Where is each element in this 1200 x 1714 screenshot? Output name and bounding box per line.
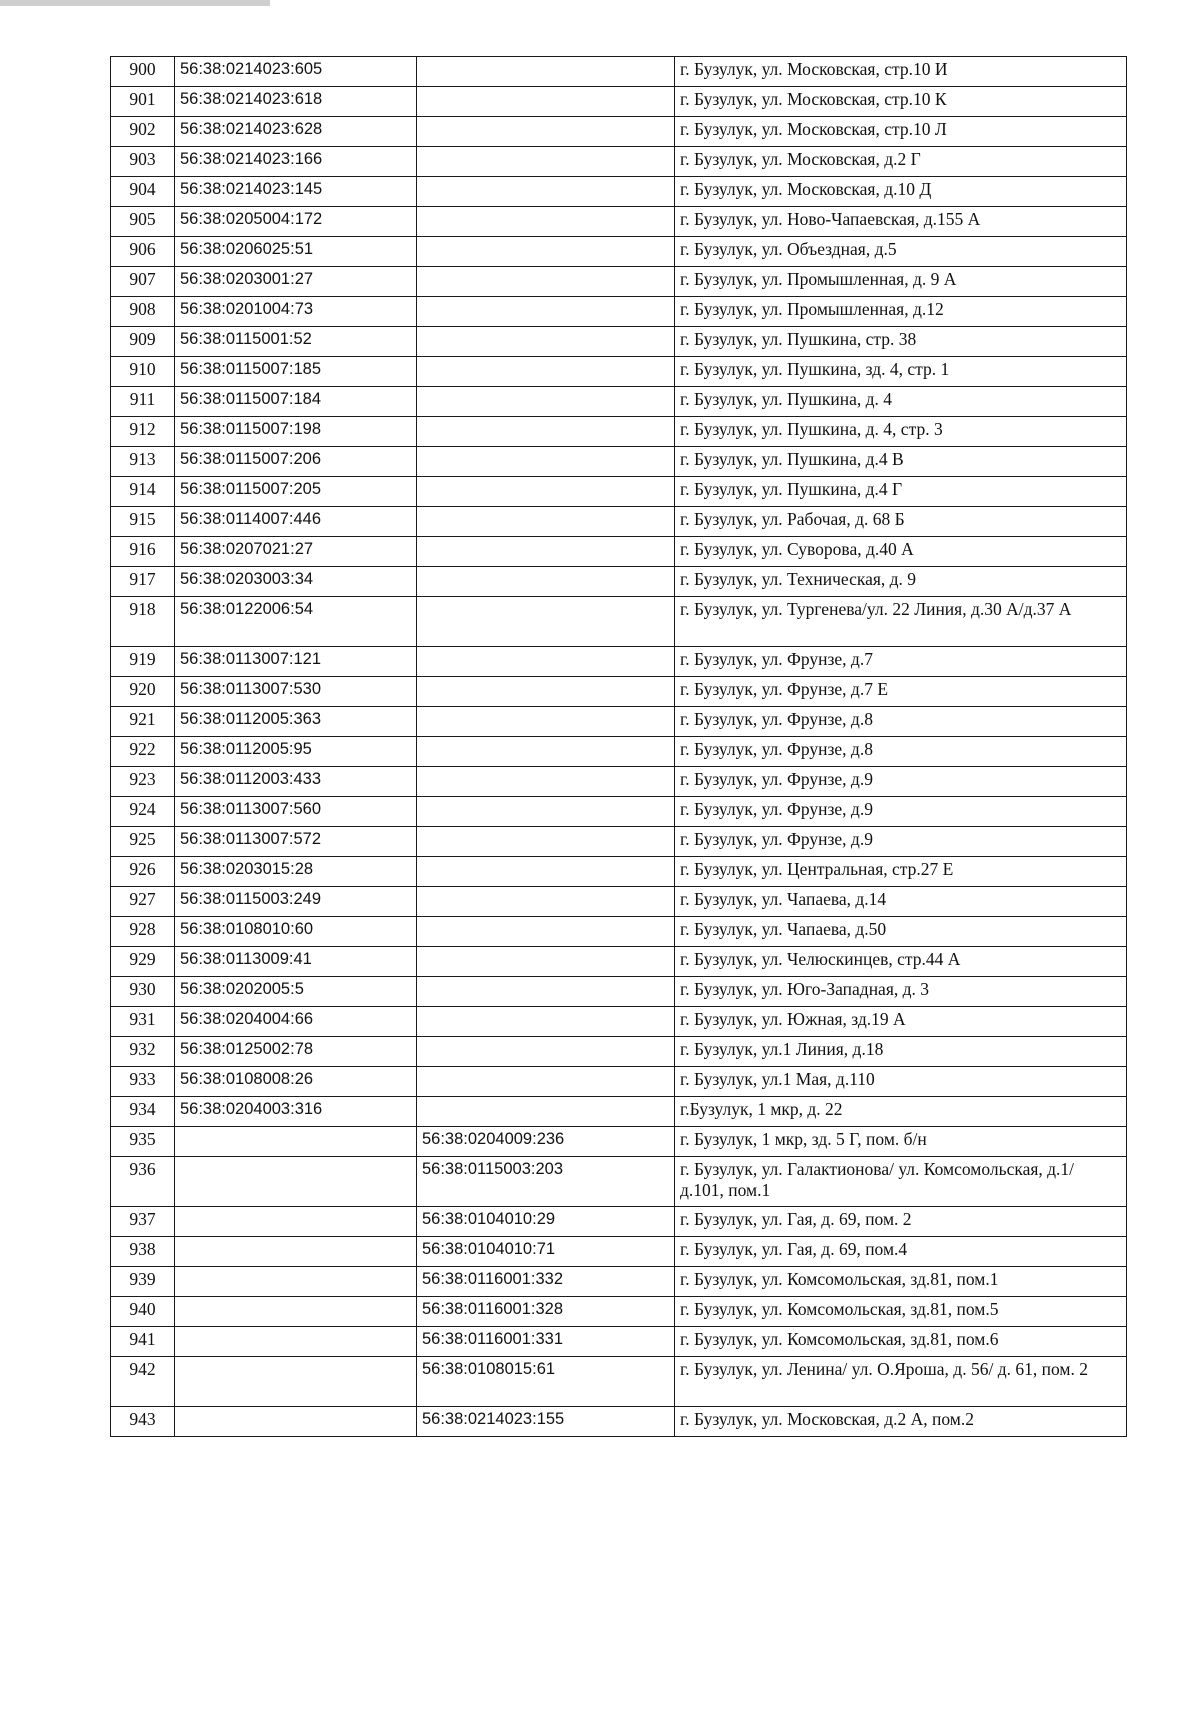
row-number-cell: 911 — [111, 387, 175, 417]
premises-cadastral-number-cell — [417, 447, 675, 477]
table-row — [111, 827, 1127, 857]
row-number-cell: 937 — [111, 1207, 175, 1237]
premises-cadastral-number-cell — [417, 297, 675, 327]
cadastral-number-cell — [175, 1267, 417, 1297]
row-number-cell: 935 — [111, 1127, 175, 1157]
table-row — [111, 207, 1127, 237]
cadastral-number-cell: 56:38:0214023:166 — [175, 147, 417, 177]
premises-cadastral-number-cell: 56:38:0116001:331 — [417, 1327, 675, 1357]
address-cell: г. Бузулук, ул. Пушкина, д. 4 — [675, 387, 1127, 417]
cadastral-number-cell: 56:38:0125002:78 — [175, 1037, 417, 1067]
address-cell: г. Бузулук, ул. Комсомольская, зд.81, пом.6 — [675, 1327, 1127, 1357]
table-row — [111, 1357, 1127, 1407]
cadastral-number-cell: 56:38:0201004:73 — [175, 297, 417, 327]
premises-cadastral-number-cell — [417, 737, 675, 767]
address-cell: г. Бузулук, ул. Рабочая, д. 68 Б — [675, 507, 1127, 537]
row-number-cell: 934 — [111, 1097, 175, 1127]
row-number-cell: 916 — [111, 537, 175, 567]
address-cell: г. Бузулук, ул. Фрунзе, д.9 — [675, 767, 1127, 797]
row-number-cell: 932 — [111, 1037, 175, 1067]
premises-cadastral-number-cell: 56:38:0104010:29 — [417, 1207, 675, 1237]
row-number-cell: 938 — [111, 1237, 175, 1267]
row-number-cell: 904 — [111, 177, 175, 207]
address-cell: г. Бузулук, ул. Московская, стр.10 Л — [675, 117, 1127, 147]
table-row — [111, 767, 1127, 797]
premises-cadastral-number-cell — [417, 207, 675, 237]
premises-cadastral-number-cell: 56:38:0104010:71 — [417, 1237, 675, 1267]
table-row — [111, 917, 1127, 947]
row-number-cell: 920 — [111, 677, 175, 707]
cadastral-number-cell: 56:38:0207021:27 — [175, 537, 417, 567]
premises-cadastral-number-cell — [417, 117, 675, 147]
premises-cadastral-number-cell — [417, 537, 675, 567]
address-cell: г. Бузулук, ул. Чапаева, д.14 — [675, 887, 1127, 917]
table-row — [111, 857, 1127, 887]
row-number-cell: 912 — [111, 417, 175, 447]
table-row — [111, 1407, 1127, 1437]
premises-cadastral-number-cell — [417, 917, 675, 947]
premises-cadastral-number-cell — [417, 267, 675, 297]
premises-cadastral-number-cell — [417, 507, 675, 537]
address-cell: г. Бузулук, ул. Гая, д. 69, пом.4 — [675, 1237, 1127, 1267]
table-row — [111, 1127, 1127, 1157]
row-number-cell: 903 — [111, 147, 175, 177]
premises-cadastral-number-cell — [417, 797, 675, 827]
row-number-cell: 921 — [111, 707, 175, 737]
row-number-cell: 915 — [111, 507, 175, 537]
table-row — [111, 117, 1127, 147]
row-number-cell: 901 — [111, 87, 175, 117]
cadastral-number-cell: 56:38:0115007:206 — [175, 447, 417, 477]
row-number-cell: 931 — [111, 1007, 175, 1037]
premises-cadastral-number-cell — [417, 677, 675, 707]
row-number-cell: 909 — [111, 327, 175, 357]
address-cell: г. Бузулук, ул. Тургенева/ул. 22 Линия, д.30 А/д.37 А — [675, 597, 1127, 647]
premises-cadastral-number-cell: 56:38:0116001:328 — [417, 1297, 675, 1327]
cadastral-number-cell: 56:38:0203003:34 — [175, 567, 417, 597]
premises-cadastral-number-cell: 56:38:0204009:236 — [417, 1127, 675, 1157]
table-row — [111, 537, 1127, 567]
row-number-cell: 907 — [111, 267, 175, 297]
table-row — [111, 1067, 1127, 1097]
table-row — [111, 737, 1127, 767]
address-cell: г. Бузулук, ул. Фрунзе, д.9 — [675, 827, 1127, 857]
address-cell: г. Бузулук, ул. Чапаева, д.50 — [675, 917, 1127, 947]
table-row — [111, 57, 1127, 87]
table-row — [111, 1297, 1127, 1327]
table-row — [111, 507, 1127, 537]
table-row — [111, 447, 1127, 477]
row-number-cell: 941 — [111, 1327, 175, 1357]
premises-cadastral-number-cell — [417, 1067, 675, 1097]
table-row — [111, 707, 1127, 737]
scan-edge-mark — [0, 0, 270, 6]
cadastral-number-cell: 56:38:0202005:5 — [175, 977, 417, 1007]
cadastral-number-cell: 56:38:0112005:363 — [175, 707, 417, 737]
premises-cadastral-number-cell — [417, 57, 675, 87]
address-cell: г. Бузулук, ул. Гая, д. 69, пом. 2 — [675, 1207, 1127, 1237]
cadastral-number-cell — [175, 1207, 417, 1237]
table-row — [111, 1157, 1127, 1207]
row-number-cell: 902 — [111, 117, 175, 147]
cadastral-number-cell: 56:38:0205004:172 — [175, 207, 417, 237]
address-cell: г. Бузулук, 1 мкр, зд. 5 Г, пом. б/н — [675, 1127, 1127, 1157]
premises-cadastral-number-cell: 56:38:0115003:203 — [417, 1157, 675, 1207]
row-number-cell: 939 — [111, 1267, 175, 1297]
table-row — [111, 387, 1127, 417]
cadastral-number-cell: 56:38:0206025:51 — [175, 237, 417, 267]
address-cell: г. Бузулук, ул. Техническая, д. 9 — [675, 567, 1127, 597]
premises-cadastral-number-cell — [417, 597, 675, 647]
premises-cadastral-number-cell — [417, 827, 675, 857]
table-row — [111, 597, 1127, 647]
cadastral-number-cell: 56:38:0114007:446 — [175, 507, 417, 537]
table-row — [111, 87, 1127, 117]
premises-cadastral-number-cell — [417, 947, 675, 977]
address-cell: г. Бузулук, ул. Московская, стр.10 И — [675, 57, 1127, 87]
table-row — [111, 267, 1127, 297]
row-number-cell: 930 — [111, 977, 175, 1007]
cadastral-number-cell: 56:38:0204003:316 — [175, 1097, 417, 1127]
cadastral-number-cell: 56:38:0113007:530 — [175, 677, 417, 707]
cadastral-number-cell: 56:38:0203015:28 — [175, 857, 417, 887]
row-number-cell: 908 — [111, 297, 175, 327]
address-cell: г. Бузулук, ул. Фрунзе, д.7 Е — [675, 677, 1127, 707]
row-number-cell: 919 — [111, 647, 175, 677]
table-row — [111, 297, 1127, 327]
table-row — [111, 237, 1127, 267]
address-cell: г. Бузулук, ул. Пушкина, стр. 38 — [675, 327, 1127, 357]
address-cell: г. Бузулук, ул. Московская, д.2 Г — [675, 147, 1127, 177]
row-number-cell: 910 — [111, 357, 175, 387]
premises-cadastral-number-cell — [417, 857, 675, 887]
cadastral-number-cell: 56:38:0115007:205 — [175, 477, 417, 507]
table-row — [111, 1327, 1127, 1357]
cadastral-number-cell: 56:38:0204004:66 — [175, 1007, 417, 1037]
address-cell: г. Бузулук, ул. Центральная, стр.27 Е — [675, 857, 1127, 887]
cadastral-number-cell: 56:38:0214023:628 — [175, 117, 417, 147]
cadastral-number-cell: 56:38:0115007:185 — [175, 357, 417, 387]
cadastral-number-cell: 56:38:0122006:54 — [175, 597, 417, 647]
row-number-cell: 933 — [111, 1067, 175, 1097]
cadastral-number-cell: 56:38:0113007:572 — [175, 827, 417, 857]
table-row — [111, 677, 1127, 707]
row-number-cell: 942 — [111, 1357, 175, 1407]
table-row — [111, 887, 1127, 917]
address-cell: г. Бузулук, ул. Южная, зд.19 А — [675, 1007, 1127, 1037]
address-cell: г. Бузулук, ул. Московская, стр.10 К — [675, 87, 1127, 117]
table-row — [111, 647, 1127, 677]
table-row — [111, 1037, 1127, 1067]
address-cell: г. Бузулук, ул. Промышленная, д.12 — [675, 297, 1127, 327]
premises-cadastral-number-cell — [417, 1037, 675, 1067]
premises-cadastral-number-cell — [417, 1097, 675, 1127]
address-cell: г. Бузулук, ул. Челюскинцев, стр.44 А — [675, 947, 1127, 977]
cadastral-number-cell — [175, 1327, 417, 1357]
cadastral-number-cell — [175, 1157, 417, 1207]
table-row — [111, 1267, 1127, 1297]
row-number-cell: 926 — [111, 857, 175, 887]
row-number-cell: 943 — [111, 1407, 175, 1437]
row-number-cell: 900 — [111, 57, 175, 87]
row-number-cell: 918 — [111, 597, 175, 647]
premises-cadastral-number-cell — [417, 417, 675, 447]
cadastral-number-cell: 56:38:0113007:560 — [175, 797, 417, 827]
premises-cadastral-number-cell — [417, 177, 675, 207]
premises-cadastral-number-cell: 56:38:0108015:61 — [417, 1357, 675, 1407]
address-cell: г. Бузулук, ул. Пушкина, д.4 Г — [675, 477, 1127, 507]
premises-cadastral-number-cell — [417, 477, 675, 507]
row-number-cell: 923 — [111, 767, 175, 797]
cadastral-number-cell: 56:38:0113009:41 — [175, 947, 417, 977]
table-row — [111, 357, 1127, 387]
table-row — [111, 1097, 1127, 1127]
registry-table-body — [111, 57, 1127, 1437]
premises-cadastral-number-cell — [417, 357, 675, 387]
table-row — [111, 147, 1127, 177]
address-cell: г. Бузулук, ул.1 Мая, д.110 — [675, 1067, 1127, 1097]
cadastral-number-cell: 56:38:0115001:52 — [175, 327, 417, 357]
cadastral-number-cell — [175, 1297, 417, 1327]
row-number-cell: 922 — [111, 737, 175, 767]
premises-cadastral-number-cell — [417, 327, 675, 357]
cadastral-number-cell: 56:38:0115003:249 — [175, 887, 417, 917]
property-registry-table — [110, 56, 1127, 1437]
table-row — [111, 977, 1127, 1007]
cadastral-number-cell: 56:38:0113007:121 — [175, 647, 417, 677]
address-cell: г. Бузулук, ул. Фрунзе, д.7 — [675, 647, 1127, 677]
row-number-cell: 940 — [111, 1297, 175, 1327]
table-row — [111, 1007, 1127, 1037]
premises-cadastral-number-cell — [417, 387, 675, 417]
table-row — [111, 477, 1127, 507]
table-row — [111, 947, 1127, 977]
table-row — [111, 417, 1127, 447]
address-cell: г. Бузулук, ул. Комсомольская, зд.81, пом.1 — [675, 1267, 1127, 1297]
cadastral-number-cell: 56:38:0214023:618 — [175, 87, 417, 117]
address-cell: г. Бузулук, ул. Ленина/ ул. О.Яроша, д. 56/ д. 61, пом. 2 — [675, 1357, 1127, 1407]
premises-cadastral-number-cell: 56:38:0116001:332 — [417, 1267, 675, 1297]
row-number-cell: 925 — [111, 827, 175, 857]
cadastral-number-cell: 56:38:0214023:605 — [175, 57, 417, 87]
cadastral-number-cell — [175, 1237, 417, 1267]
address-cell: г. Бузулук, ул. Пушкина, зд. 4, стр. 1 — [675, 357, 1127, 387]
address-cell: г. Бузулук, ул. Фрунзе, д.9 — [675, 797, 1127, 827]
cadastral-number-cell: 56:38:0112005:95 — [175, 737, 417, 767]
address-cell: г. Бузулук, ул. Пушкина, д. 4, стр. 3 — [675, 417, 1127, 447]
address-cell: г. Бузулук, ул. Комсомольская, зд.81, пом.5 — [675, 1297, 1127, 1327]
row-number-cell: 927 — [111, 887, 175, 917]
row-number-cell: 906 — [111, 237, 175, 267]
address-cell: г. Бузулук, ул. Ново-Чапаевская, д.155 А — [675, 207, 1127, 237]
premises-cadastral-number-cell — [417, 237, 675, 267]
cadastral-number-cell — [175, 1407, 417, 1437]
address-cell: г. Бузулук, ул. Фрунзе, д.8 — [675, 737, 1127, 767]
cadastral-number-cell: 56:38:0203001:27 — [175, 267, 417, 297]
premises-cadastral-number-cell — [417, 87, 675, 117]
table-row — [111, 1207, 1127, 1237]
row-number-cell: 914 — [111, 477, 175, 507]
address-cell: г. Бузулук, ул. Суворова, д.40 А — [675, 537, 1127, 567]
row-number-cell: 929 — [111, 947, 175, 977]
premises-cadastral-number-cell — [417, 567, 675, 597]
address-cell: г. Бузулук, ул. Объездная, д.5 — [675, 237, 1127, 267]
address-cell: г. Бузулук, ул.1 Линия, д.18 — [675, 1037, 1127, 1067]
table-row — [111, 327, 1127, 357]
cadastral-number-cell: 56:38:0115007:198 — [175, 417, 417, 447]
premises-cadastral-number-cell — [417, 1007, 675, 1037]
address-cell: г. Бузулук, ул. Московская, д.10 Д — [675, 177, 1127, 207]
address-cell: г. Бузулук, ул. Юго-Западная, д. 3 — [675, 977, 1127, 1007]
table-row — [111, 567, 1127, 597]
table-row — [111, 1237, 1127, 1267]
address-cell: г. Бузулук, ул. Галактионова/ ул. Комсомольская, д.1/ д.101, пом.1 — [675, 1157, 1127, 1207]
premises-cadastral-number-cell — [417, 767, 675, 797]
address-cell: г. Бузулук, ул. Фрунзе, д.8 — [675, 707, 1127, 737]
row-number-cell: 905 — [111, 207, 175, 237]
table-row — [111, 177, 1127, 207]
address-cell: г. Бузулук, ул. Промышленная, д. 9 А — [675, 267, 1127, 297]
row-number-cell: 917 — [111, 567, 175, 597]
cadastral-number-cell — [175, 1127, 417, 1157]
cadastral-number-cell — [175, 1357, 417, 1407]
address-cell: г. Бузулук, ул. Пушкина, д.4 В — [675, 447, 1127, 477]
cadastral-number-cell: 56:38:0112003:433 — [175, 767, 417, 797]
cadastral-number-cell: 56:38:0108010:60 — [175, 917, 417, 947]
table-row — [111, 797, 1127, 827]
row-number-cell: 924 — [111, 797, 175, 827]
address-cell: г. Бузулук, ул. Московская, д.2 А, пом.2 — [675, 1407, 1127, 1437]
row-number-cell: 936 — [111, 1157, 175, 1207]
address-cell: г.Бузулук, 1 мкр, д. 22 — [675, 1097, 1127, 1127]
premises-cadastral-number-cell — [417, 647, 675, 677]
premises-cadastral-number-cell — [417, 977, 675, 1007]
cadastral-number-cell: 56:38:0108008:26 — [175, 1067, 417, 1097]
cadastral-number-cell: 56:38:0115007:184 — [175, 387, 417, 417]
premises-cadastral-number-cell: 56:38:0214023:155 — [417, 1407, 675, 1437]
premises-cadastral-number-cell — [417, 147, 675, 177]
row-number-cell: 928 — [111, 917, 175, 947]
premises-cadastral-number-cell — [417, 707, 675, 737]
cadastral-number-cell: 56:38:0214023:145 — [175, 177, 417, 207]
row-number-cell: 913 — [111, 447, 175, 477]
premises-cadastral-number-cell — [417, 887, 675, 917]
